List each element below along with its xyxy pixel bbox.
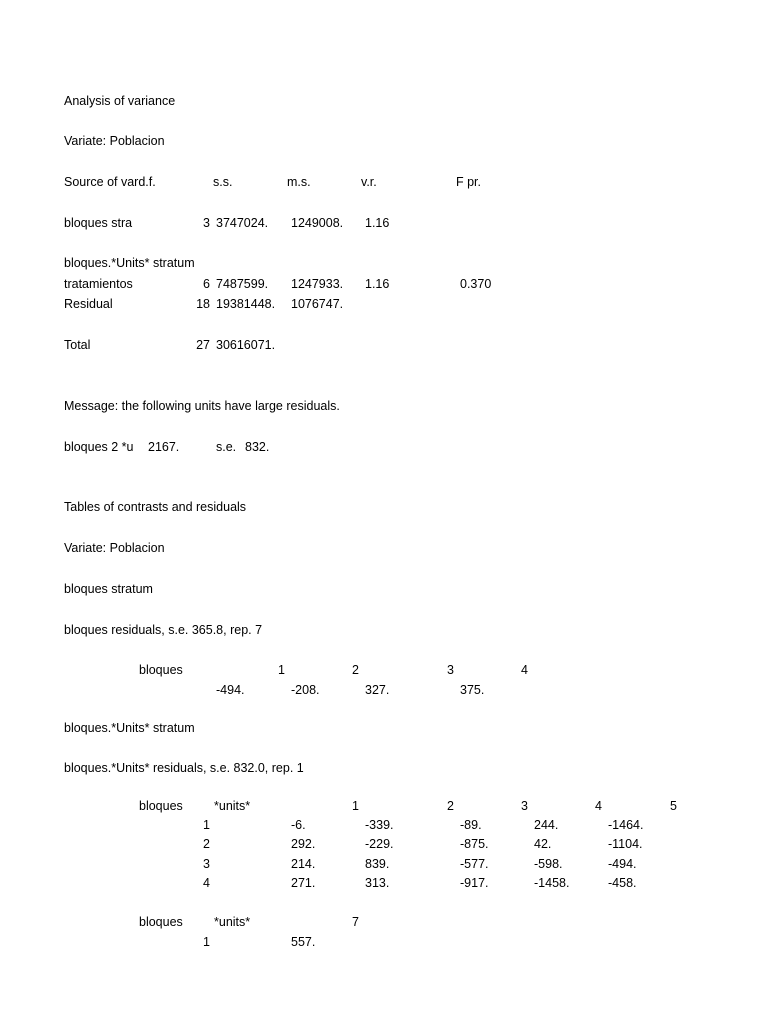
units-table-row-label: 4 bbox=[203, 876, 210, 890]
units-table-cell: -339. bbox=[365, 818, 394, 832]
anova-ms: 1247933. bbox=[291, 277, 344, 291]
bloques-stratum-heading: bloques stratum bbox=[64, 582, 153, 596]
units-table-cell: 244. bbox=[534, 818, 559, 832]
units-table-cell: 42. bbox=[534, 837, 552, 851]
units-table-cell: 313. bbox=[365, 876, 390, 890]
bloques-table-cell: -208. bbox=[291, 683, 320, 697]
anova-source: Residual bbox=[64, 297, 113, 311]
bloques-table-col: 3 bbox=[447, 663, 454, 677]
tables-title: Tables of contrasts and residuals bbox=[64, 500, 247, 514]
units-table-header-bloques: bloques bbox=[139, 799, 183, 813]
anova-ss: 7487599. bbox=[216, 277, 269, 291]
anova-vr: 1.16 bbox=[365, 216, 390, 230]
message-text: Message: the following units have large residuals. bbox=[64, 399, 340, 413]
units-table-col: 3 bbox=[521, 799, 528, 813]
units-table-row-label: 2 bbox=[203, 837, 210, 851]
units-table-row-label: 3 bbox=[203, 857, 210, 871]
anova-df: 18 bbox=[196, 297, 210, 311]
bloques-table-header: bloques bbox=[139, 663, 183, 677]
variate-label: Variate: Poblacion bbox=[64, 134, 165, 148]
units-table-cell: -494. bbox=[608, 857, 637, 871]
units-table-cell: -598. bbox=[534, 857, 563, 871]
units-table-cell: -917. bbox=[460, 876, 489, 890]
anova-header-ss: s.s. bbox=[213, 175, 233, 189]
units-table-col: 2 bbox=[447, 799, 454, 813]
doc-title: Analysis of variance bbox=[64, 94, 176, 108]
units-stratum-heading: bloques.*Units* stratum bbox=[64, 721, 195, 735]
anova-ss: 3747024. bbox=[216, 216, 269, 230]
units-table-cell: 292. bbox=[291, 837, 316, 851]
anova-vr: 1.16 bbox=[365, 277, 390, 291]
anova-ss: 19381448. bbox=[216, 297, 276, 311]
anova-ss: 30616071. bbox=[216, 338, 276, 352]
anova-header-fpr: F pr. bbox=[456, 175, 482, 189]
units-table-cell: -6. bbox=[291, 818, 306, 832]
anova-header-source: Source of vard.f. bbox=[64, 175, 156, 189]
bloques-table-cell: 327. bbox=[365, 683, 390, 697]
anova-ms: 1076747. bbox=[291, 297, 344, 311]
units-table-cell: -1104. bbox=[608, 837, 643, 851]
units-table-col: 1 bbox=[352, 799, 359, 813]
large-residual-value: 2167. bbox=[148, 440, 180, 454]
anova-header-vr: v.r. bbox=[361, 175, 377, 189]
units-residuals-line: bloques.*Units* residuals, s.e. 832.0, rep. 1 bbox=[64, 761, 304, 775]
anova-df: 3 bbox=[203, 216, 210, 230]
units-table-header-units: *units* bbox=[214, 915, 251, 929]
units-table-cell: 557. bbox=[291, 935, 316, 949]
anova-fpr: 0.370 bbox=[460, 277, 492, 291]
bloques-table-cell: -494. bbox=[216, 683, 245, 697]
units-table-row-label: 1 bbox=[203, 818, 210, 832]
units-table-header-bloques: bloques bbox=[139, 915, 183, 929]
units-table-cell: -875. bbox=[460, 837, 489, 851]
units-table-cell: -458. bbox=[608, 876, 637, 890]
bloques-residuals-line: bloques residuals, s.e. 365.8, rep. 7 bbox=[64, 623, 263, 637]
anova-source: bloques stra bbox=[64, 216, 133, 230]
units-table-col: 4 bbox=[595, 799, 602, 813]
units-table-cell: 271. bbox=[291, 876, 316, 890]
units-table-cell: -1458. bbox=[534, 876, 570, 890]
units-stratum-heading: bloques.*Units* stratum bbox=[64, 256, 195, 270]
units-table-col: 7 bbox=[352, 915, 359, 929]
large-residual-se-label: s.e. bbox=[216, 440, 237, 454]
bloques-table-col: 2 bbox=[352, 663, 359, 677]
anova-source: Total bbox=[64, 338, 91, 352]
large-residual-label: bloques 2 *u bbox=[64, 440, 134, 454]
anova-header-ms: m.s. bbox=[287, 175, 311, 189]
variate-label: Variate: Poblacion bbox=[64, 541, 165, 555]
anova-df: 27 bbox=[196, 338, 210, 352]
units-table-cell: -1464. bbox=[608, 818, 644, 832]
units-table-col: 5 bbox=[670, 799, 677, 813]
units-table-cell: 214. bbox=[291, 857, 316, 871]
anova-source: tratamientos bbox=[64, 277, 133, 291]
large-residual-se-value: 832. bbox=[245, 440, 270, 454]
bloques-table-col: 1 bbox=[278, 663, 285, 677]
units-table-cell: -577. bbox=[460, 857, 489, 871]
anova-df: 6 bbox=[203, 277, 210, 291]
anova-ms: 1249008. bbox=[291, 216, 344, 230]
units-table-cell: 839. bbox=[365, 857, 390, 871]
units-table-cell: -229. bbox=[365, 837, 394, 851]
bloques-table-cell: 375. bbox=[460, 683, 485, 697]
units-table-header-units: *units* bbox=[214, 799, 251, 813]
units-table-row-label: 1 bbox=[203, 935, 210, 949]
bloques-table-col: 4 bbox=[521, 663, 528, 677]
units-table-cell: -89. bbox=[460, 818, 482, 832]
